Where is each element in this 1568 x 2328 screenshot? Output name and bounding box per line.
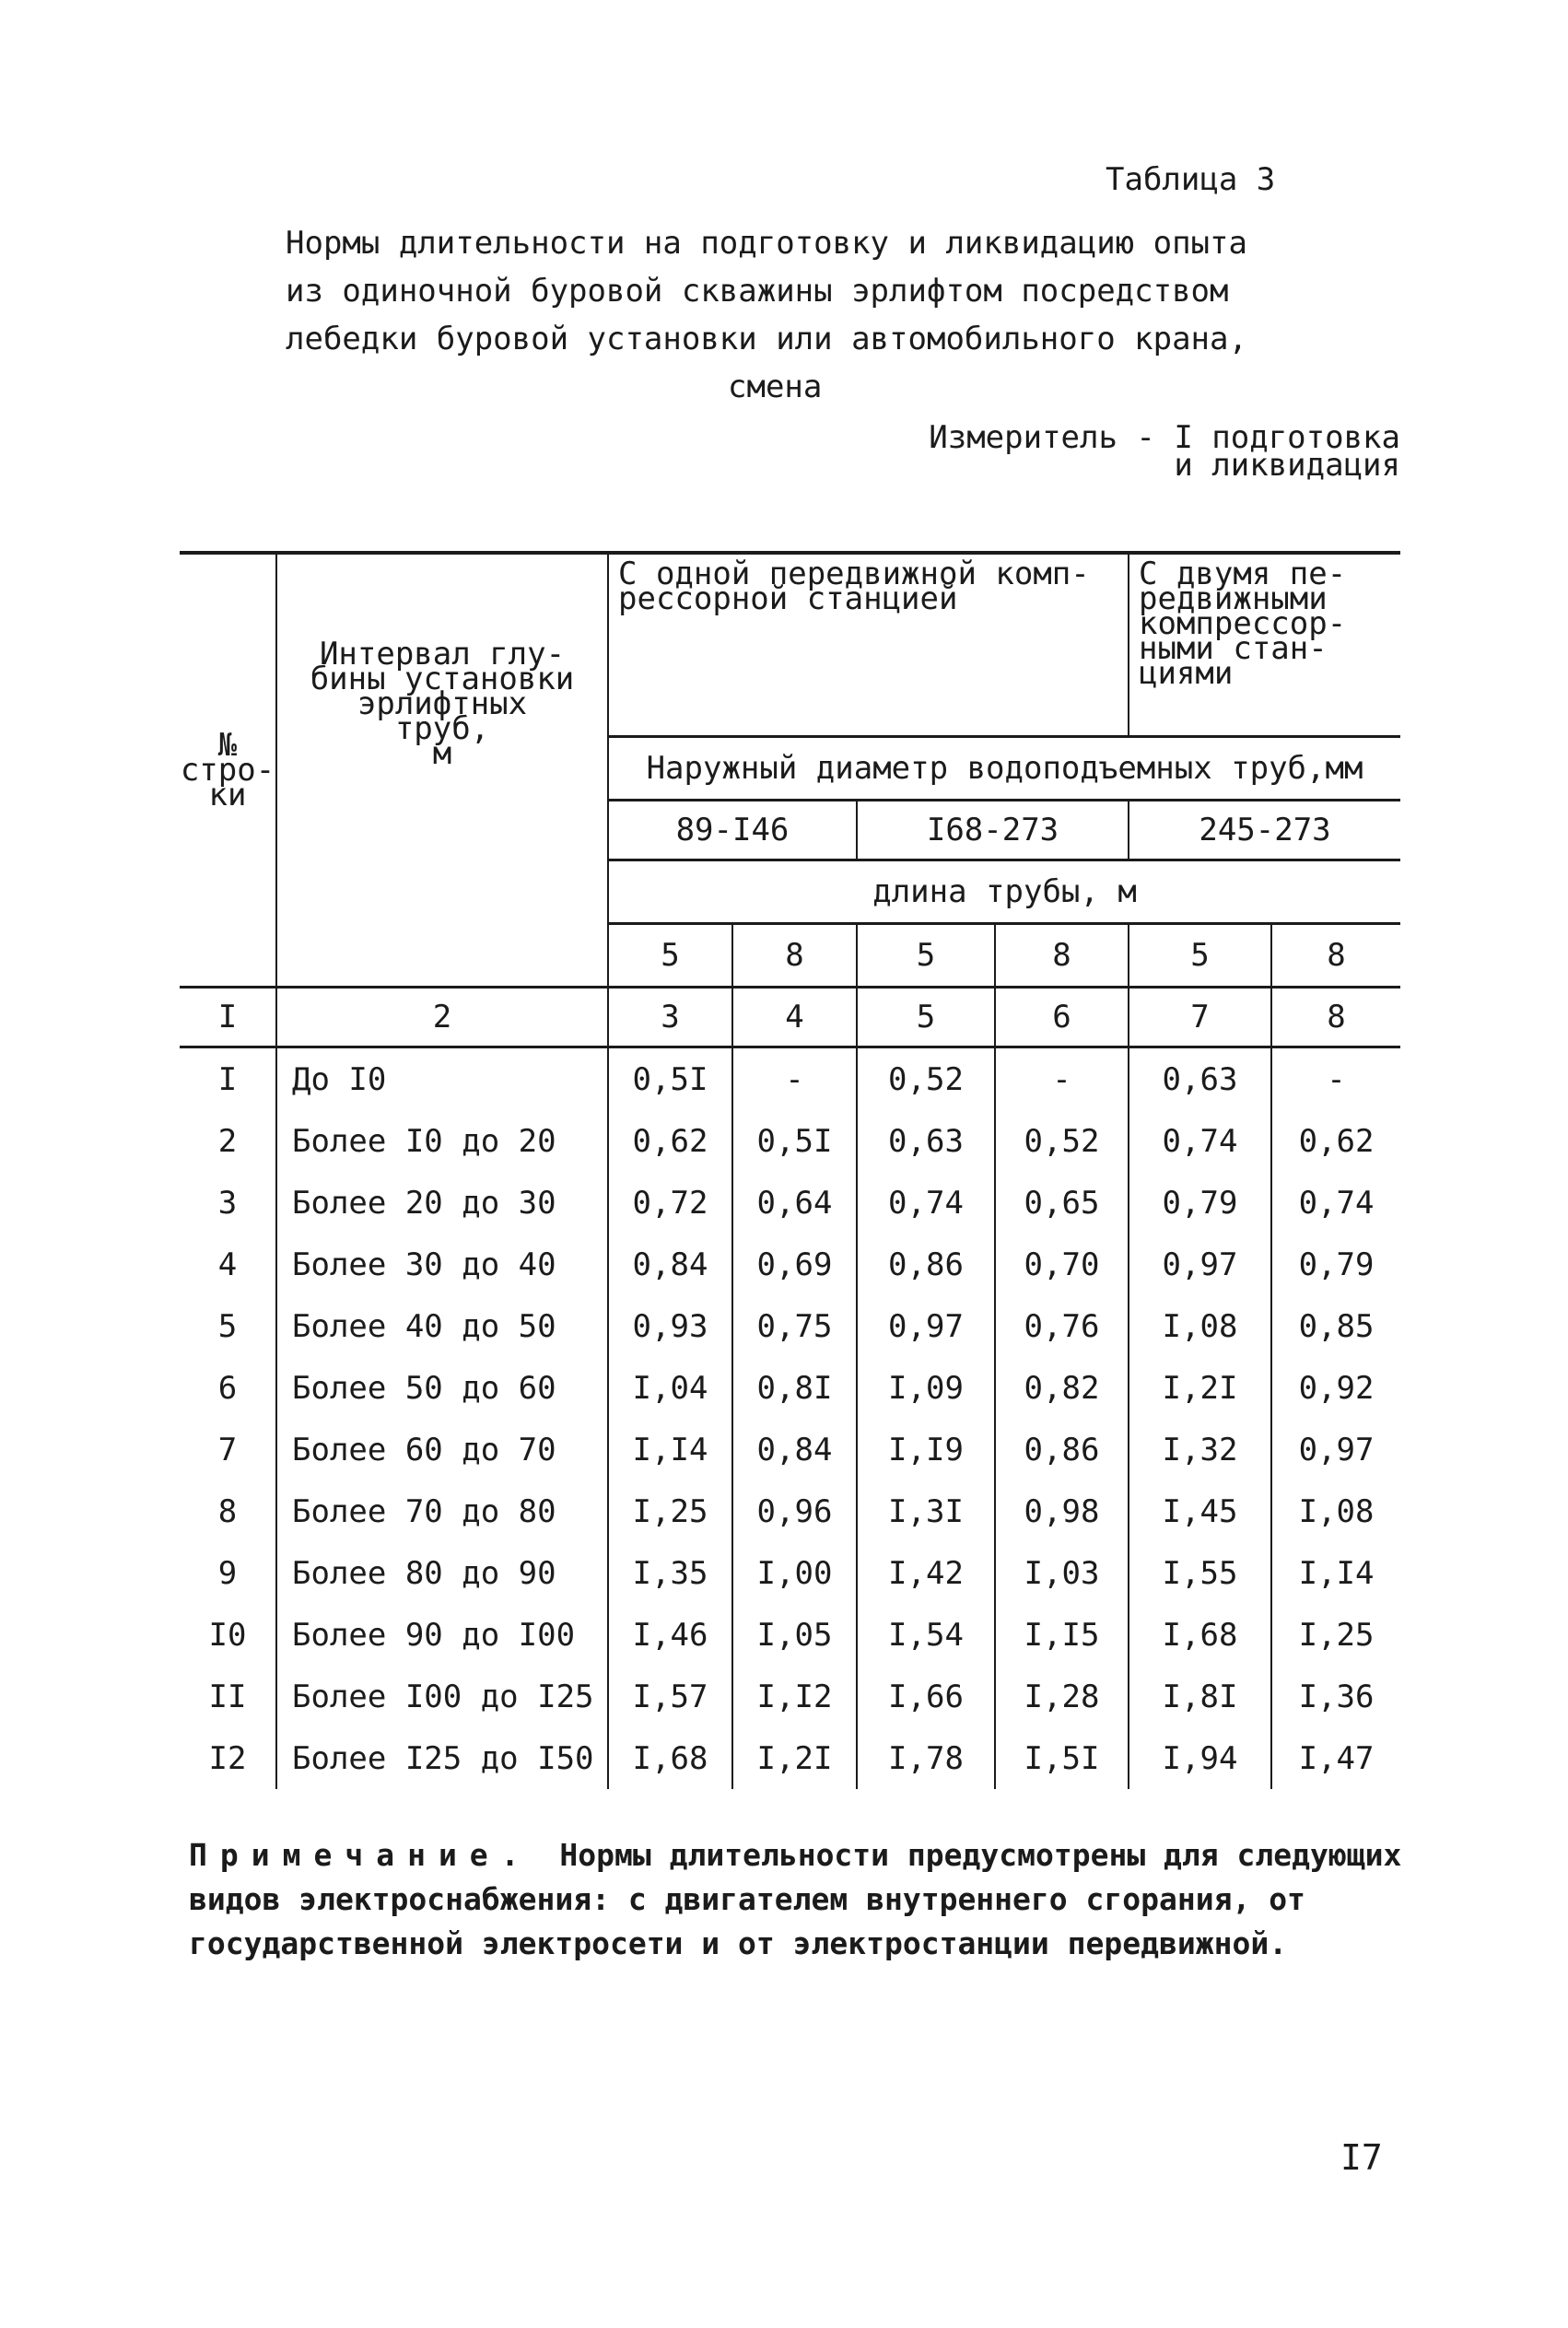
measure-line: и ликвидация (1174, 447, 1400, 484)
header-pipe-length: длина трубы, м (608, 860, 1400, 924)
norms-table (180, 551, 1400, 1789)
value-cell: - (995, 1047, 1129, 1111)
row-number-cell: I2 (180, 1727, 276, 1789)
value-cell: I,25 (1271, 1604, 1400, 1666)
header-diameter: I68-273 (857, 801, 1129, 860)
value-cell: 0,74 (857, 1172, 995, 1234)
value-cell: 0,65 (995, 1172, 1129, 1234)
value-cell: I,3I (857, 1480, 995, 1542)
value-cell: 0,86 (995, 1419, 1129, 1480)
table-title (286, 219, 1299, 363)
table-row (180, 1666, 1400, 1727)
value-cell: 0,69 (732, 1234, 857, 1295)
value-cell: I,09 (857, 1357, 995, 1419)
value-cell: I,I4 (608, 1419, 732, 1480)
interval-cell: Более I0 до 20 (276, 1110, 608, 1172)
value-cell: 0,97 (1271, 1419, 1400, 1480)
header-length: 8 (1271, 924, 1400, 988)
value-cell: I,78 (857, 1727, 995, 1789)
value-cell: 0,75 (732, 1295, 857, 1357)
interval-cell: Более I00 до I25 (276, 1666, 608, 1727)
column-number: 4 (732, 988, 857, 1047)
value-cell: I,04 (608, 1357, 732, 1419)
table-body (180, 1047, 1400, 1790)
note-text: Нормы длительности предусмотрены для следующих видов электроснабжения: с двигателем внутреннего сгорания, от государственной электросети и от электростанции передвижной. (189, 1837, 1402, 1961)
value-cell: 0,52 (857, 1047, 995, 1111)
value-cell: 0,92 (1271, 1357, 1400, 1419)
value-cell: 0,5I (608, 1047, 732, 1111)
value-cell: 0,79 (1271, 1234, 1400, 1295)
value-cell: 0,74 (1271, 1172, 1400, 1234)
value-cell: I,28 (995, 1666, 1129, 1727)
value-cell: I,I5 (995, 1604, 1129, 1666)
title-unit: смена (728, 369, 823, 405)
note (189, 1833, 1405, 1966)
value-cell: I,I4 (1271, 1542, 1400, 1604)
column-number: 2 (276, 988, 608, 1047)
value-cell: 0,5I (732, 1110, 857, 1172)
value-cell: I,08 (1129, 1295, 1271, 1357)
value-cell: 0,64 (732, 1172, 857, 1234)
value-cell: 0,86 (857, 1234, 995, 1295)
value-cell: 0,79 (1129, 1172, 1271, 1234)
interval-cell: Более 70 до 80 (276, 1480, 608, 1542)
title-line: из одиночной буровой скважины эрлифтом посредством (286, 273, 1229, 310)
value-cell: I,03 (995, 1542, 1129, 1604)
value-cell: - (732, 1047, 857, 1111)
interval-cell: До I0 (276, 1047, 608, 1111)
table-row (180, 1172, 1400, 1234)
note-label: Примечание. (189, 1837, 532, 1873)
title-line: Нормы длительности на подготовку и ликвидацию опыта (286, 225, 1247, 262)
header-length: 5 (857, 924, 995, 988)
row-number-cell: 3 (180, 1172, 276, 1234)
value-cell: I,8I (1129, 1666, 1271, 1727)
table-row (180, 1295, 1400, 1357)
table-row (180, 1480, 1400, 1542)
table-row (180, 1604, 1400, 1666)
table-row (180, 1110, 1400, 1172)
value-cell: 0,76 (995, 1295, 1129, 1357)
interval-cell: Более 20 до 30 (276, 1172, 608, 1234)
row-number-cell: 8 (180, 1480, 276, 1542)
header-diameter: 245-273 (1129, 801, 1400, 860)
header-length: 5 (608, 924, 732, 988)
value-cell: I,35 (608, 1542, 732, 1604)
table-row (180, 1234, 1400, 1295)
interval-cell: Более 30 до 40 (276, 1234, 608, 1295)
value-cell: I,68 (1129, 1604, 1271, 1666)
interval-cell: Более I25 до I50 (276, 1727, 608, 1789)
row-number-cell: 2 (180, 1110, 276, 1172)
value-cell: 0,98 (995, 1480, 1129, 1542)
value-cell: I,94 (1129, 1727, 1271, 1789)
title-line: лебедки буровой установки или автомобильного крана, (286, 321, 1247, 357)
value-cell: I,2I (1129, 1357, 1271, 1419)
value-cell: I,66 (857, 1666, 995, 1727)
header-length: 8 (995, 924, 1129, 988)
value-cell: 0,72 (608, 1172, 732, 1234)
row-number-cell: 9 (180, 1542, 276, 1604)
value-cell: 0,63 (857, 1110, 995, 1172)
value-cell: I,54 (857, 1604, 995, 1666)
value-cell: I,I9 (857, 1419, 995, 1480)
value-cell: I,5I (995, 1727, 1129, 1789)
row-number-cell: I0 (180, 1604, 276, 1666)
column-number: 6 (995, 988, 1129, 1047)
header-row-no: № стро- ки (180, 553, 276, 988)
value-cell: I,I2 (732, 1666, 857, 1727)
row-number-cell: II (180, 1666, 276, 1727)
value-cell: I,42 (857, 1542, 995, 1604)
table-row (180, 1727, 1400, 1789)
table-row (180, 1047, 1400, 1111)
row-number-cell: 6 (180, 1357, 276, 1419)
value-cell: I,57 (608, 1666, 732, 1727)
column-number: I (180, 988, 276, 1047)
value-cell: I,08 (1271, 1480, 1400, 1542)
interval-cell: Более 90 до I00 (276, 1604, 608, 1666)
value-cell: 0,84 (732, 1419, 857, 1480)
value-cell: - (1271, 1047, 1400, 1111)
value-cell: I,05 (732, 1604, 857, 1666)
value-cell: 0,84 (608, 1234, 732, 1295)
value-cell: 0,82 (995, 1357, 1129, 1419)
column-number: 7 (1129, 988, 1271, 1047)
column-number: 8 (1271, 988, 1400, 1047)
row-number-cell: 7 (180, 1419, 276, 1480)
value-cell: I,32 (1129, 1419, 1271, 1480)
header-length: 5 (1129, 924, 1271, 988)
table-label: Таблица 3 (1106, 161, 1276, 198)
header-one-station: С одной передвижной комп- рессорной станцией (608, 553, 1129, 737)
page-number: I7 (1340, 2137, 1383, 2178)
value-cell: 0,97 (857, 1295, 995, 1357)
value-cell: I,2I (732, 1727, 857, 1789)
header-outer-diameter: Наружный диаметр водоподъемных труб,мм (608, 737, 1400, 801)
header-interval: Интервал глу- бины установки эрлифтных труб, м (276, 553, 608, 988)
header-two-stations: С двумя пе- редвижными компрессор- ными стан- циями (1129, 553, 1400, 737)
value-cell: 0,97 (1129, 1234, 1271, 1295)
value-cell: I,00 (732, 1542, 857, 1604)
measure-note (912, 419, 1400, 484)
column-number: 3 (608, 988, 732, 1047)
value-cell: 0,52 (995, 1110, 1129, 1172)
header-diameter: 89-I46 (608, 801, 857, 860)
value-cell: 0,93 (608, 1295, 732, 1357)
value-cell: I,47 (1271, 1727, 1400, 1789)
column-number: 5 (857, 988, 995, 1047)
value-cell: 0,70 (995, 1234, 1129, 1295)
interval-cell: Более 60 до 70 (276, 1419, 608, 1480)
interval-cell: Более 40 до 50 (276, 1295, 608, 1357)
value-cell: I,55 (1129, 1542, 1271, 1604)
value-cell: 0,62 (1271, 1110, 1400, 1172)
value-cell: 0,62 (608, 1110, 732, 1172)
value-cell: 0,63 (1129, 1047, 1271, 1111)
value-cell: 0,8I (732, 1357, 857, 1419)
value-cell: I,36 (1271, 1666, 1400, 1727)
value-cell: I,68 (608, 1727, 732, 1789)
value-cell: I,46 (608, 1604, 732, 1666)
table-row (180, 1357, 1400, 1419)
interval-cell: Более 80 до 90 (276, 1542, 608, 1604)
row-number-cell: 5 (180, 1295, 276, 1357)
value-cell: I,45 (1129, 1480, 1271, 1542)
header-length: 8 (732, 924, 857, 988)
measure-line: Измеритель - I подготовка (929, 419, 1400, 456)
table-row (180, 1419, 1400, 1480)
row-number-cell: I (180, 1047, 276, 1111)
value-cell: 0,74 (1129, 1110, 1271, 1172)
value-cell: I,25 (608, 1480, 732, 1542)
row-number-cell: 4 (180, 1234, 276, 1295)
interval-cell: Более 50 до 60 (276, 1357, 608, 1419)
value-cell: 0,96 (732, 1480, 857, 1542)
value-cell: 0,85 (1271, 1295, 1400, 1357)
table-row (180, 1542, 1400, 1604)
